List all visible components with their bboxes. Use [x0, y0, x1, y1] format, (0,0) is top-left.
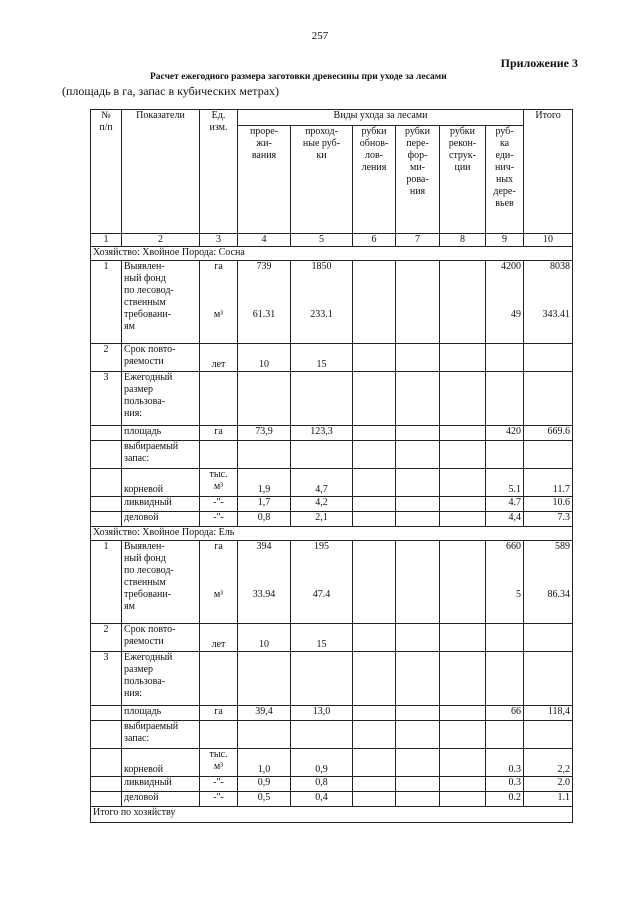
cell-empty — [486, 721, 524, 749]
cell-total: 8038 343.41 — [524, 261, 573, 344]
cell-single: 5.1 — [486, 469, 524, 497]
cell-empty — [200, 441, 238, 469]
cell-empty — [396, 512, 440, 527]
cell-empty — [440, 261, 486, 344]
row-unit: лет — [200, 624, 238, 652]
row-unit: -"- — [200, 512, 238, 527]
row-num: 1 — [91, 261, 122, 344]
row-label: Срок повто- ряемости — [122, 624, 200, 652]
cell-passage: 123,3 — [291, 426, 353, 441]
cell-total: 11.7 — [524, 469, 573, 497]
cell-single: 4200 49 — [486, 261, 524, 344]
row-label: Выявлен- ный фонд по лесовод- ственным требовани- ям — [122, 541, 200, 624]
cell-empty — [396, 721, 440, 749]
cell-empty — [91, 792, 122, 807]
cell-empty — [440, 652, 486, 706]
cell-passage: 2,1 — [291, 512, 353, 527]
cell-thinning: 739 61.31 — [238, 261, 291, 344]
section-pine — [91, 247, 573, 527]
cell-empty — [440, 541, 486, 624]
row-unit: га — [200, 706, 238, 721]
cell-single: 0.3 — [486, 749, 524, 777]
cell-empty — [91, 497, 122, 512]
cell-empty — [353, 441, 396, 469]
cell-empty — [200, 721, 238, 749]
row-num: 2 — [91, 624, 122, 652]
cell-passage: 15 — [291, 624, 353, 652]
cell-empty — [200, 372, 238, 426]
cell-empty — [91, 512, 122, 527]
cell-empty — [91, 441, 122, 469]
cell-passage: 0,8 — [291, 777, 353, 792]
cell-empty — [396, 541, 440, 624]
hdr-recon: рубки рекон- струк- ции — [440, 126, 486, 234]
cell-empty — [353, 512, 396, 527]
document-title: Расчет ежегодного размера заготовки древесины при уходе за лесами — [150, 72, 447, 82]
row-label: ликвидный — [122, 497, 200, 512]
cell-empty — [353, 652, 396, 706]
row-unit: тыс. м³ — [200, 749, 238, 777]
row-label: Срок повто- ряемости — [122, 344, 200, 372]
cell-empty — [238, 441, 291, 469]
cell-empty — [353, 792, 396, 807]
cell-empty — [486, 624, 524, 652]
cell-single: 0.2 — [486, 792, 524, 807]
row-num: 3 — [91, 652, 122, 706]
cell-empty — [486, 344, 524, 372]
cell-empty — [440, 497, 486, 512]
row-unit: га м³ — [200, 261, 238, 344]
cell-empty — [396, 372, 440, 426]
cell-empty — [353, 261, 396, 344]
cell-empty — [353, 497, 396, 512]
hdr-thinning: проре- жи- вания — [238, 126, 291, 234]
cell-empty — [91, 426, 122, 441]
cell-total: 2,2 — [524, 749, 573, 777]
cell-total: 7.3 — [524, 512, 573, 527]
row-num: 2 — [91, 344, 122, 372]
col-num: 8 — [440, 234, 486, 247]
cell-empty — [353, 777, 396, 792]
cell-thinning: 10 — [238, 624, 291, 652]
cell-empty — [91, 706, 122, 721]
cell-empty — [440, 344, 486, 372]
cell-empty — [524, 441, 573, 469]
cell-thinning: 394 33.94 — [238, 541, 291, 624]
cell-empty — [524, 372, 573, 426]
section-label: Хозяйство: Хвойное Порода: Ель — [91, 527, 573, 541]
cell-empty — [291, 372, 353, 426]
cell-empty — [486, 441, 524, 469]
cell-thinning: 0,8 — [238, 512, 291, 527]
cell-empty — [440, 792, 486, 807]
row-label: Ежегодный размер пользова- ния: — [122, 652, 200, 706]
cell-empty — [291, 652, 353, 706]
row-label: выбираемый запас: — [122, 721, 200, 749]
row-num: 1 — [91, 541, 122, 624]
cell-passage: 0,9 — [291, 749, 353, 777]
cell-empty — [353, 344, 396, 372]
cell-empty — [353, 426, 396, 441]
cell-empty — [353, 721, 396, 749]
cell-single: 0.3 — [486, 777, 524, 792]
cell-passage: 195 47.4 — [291, 541, 353, 624]
cell-thinning: 0,5 — [238, 792, 291, 807]
row-unit: га — [200, 426, 238, 441]
hdr-total: Итого — [524, 110, 573, 234]
cell-empty — [91, 749, 122, 777]
cell-empty — [91, 721, 122, 749]
table-footer: Итого по хозяйству — [91, 807, 573, 823]
cell-total: 669.6 — [524, 426, 573, 441]
cell-empty — [291, 721, 353, 749]
page-number: 257 — [311, 30, 329, 42]
cell-empty — [353, 541, 396, 624]
hdr-reform: рубки пере- фор- ми- рова- ния — [396, 126, 440, 234]
cell-passage: 4,7 — [291, 469, 353, 497]
row-label: корневой — [122, 749, 200, 777]
section-spruce — [91, 527, 573, 807]
cell-empty — [238, 652, 291, 706]
cell-passage: 1850 233.1 — [291, 261, 353, 344]
cell-thinning: 39,4 — [238, 706, 291, 721]
cell-total: 118,4 — [524, 706, 573, 721]
cell-empty — [396, 706, 440, 721]
cell-empty — [440, 721, 486, 749]
row-label: выбираемый запас: — [122, 441, 200, 469]
cell-empty — [524, 624, 573, 652]
cell-total: 589 86.34 — [524, 541, 573, 624]
cell-empty — [396, 441, 440, 469]
cell-empty — [91, 777, 122, 792]
cell-passage: 13,0 — [291, 706, 353, 721]
cell-empty — [396, 426, 440, 441]
col-num: 7 — [396, 234, 440, 247]
cell-single: 66 — [486, 706, 524, 721]
cell-empty — [440, 624, 486, 652]
cell-single: 420 — [486, 426, 524, 441]
cell-empty — [440, 469, 486, 497]
row-label: Ежегодный размер пользова- ния: — [122, 372, 200, 426]
cell-empty — [524, 344, 573, 372]
row-label: деловой — [122, 792, 200, 807]
cell-thinning: 1,0 — [238, 749, 291, 777]
cell-empty — [440, 512, 486, 527]
row-label: Выявлен- ный фонд по лесовод- ственным требовани- ям — [122, 261, 200, 344]
hdr-renewal: рубки обнов- лов- ления — [353, 126, 396, 234]
row-label: корневой — [122, 469, 200, 497]
cell-thinning: 1,7 — [238, 497, 291, 512]
row-label: площадь — [122, 706, 200, 721]
col-num: 6 — [353, 234, 396, 247]
row-unit: -"- — [200, 792, 238, 807]
hdr-single: руб- ка еди- нич- ных дере- вьев — [486, 126, 524, 234]
cell-thinning: 73,9 — [238, 426, 291, 441]
cell-empty — [524, 652, 573, 706]
col-num: 1 — [91, 234, 122, 247]
cell-thinning: 10 — [238, 344, 291, 372]
cell-empty — [353, 706, 396, 721]
cell-total: 1.1 — [524, 792, 573, 807]
cell-empty — [396, 497, 440, 512]
cell-empty — [353, 624, 396, 652]
cell-empty — [440, 426, 486, 441]
cell-empty — [440, 777, 486, 792]
cell-thinning: 1,9 — [238, 469, 291, 497]
row-label: деловой — [122, 512, 200, 527]
cell-empty — [238, 721, 291, 749]
cell-passage: 4,2 — [291, 497, 353, 512]
row-unit: -"- — [200, 497, 238, 512]
cell-empty — [524, 721, 573, 749]
cell-single: 4,4 — [486, 512, 524, 527]
cell-single: 4.7 — [486, 497, 524, 512]
cell-empty — [353, 749, 396, 777]
document-subtitle: (площадь в га, запас в кубических метрах) — [62, 84, 280, 98]
col-num: 2 — [122, 234, 200, 247]
cell-empty — [440, 372, 486, 426]
hdr-indicators: Показатели — [122, 110, 200, 234]
row-label: площадь — [122, 426, 200, 441]
cell-empty — [396, 792, 440, 807]
cell-empty — [396, 624, 440, 652]
col-num: 3 — [200, 234, 238, 247]
hdr-passage: проход- ные руб- ки — [291, 126, 353, 234]
col-num: 10 — [524, 234, 573, 247]
cell-empty — [396, 652, 440, 706]
cell-empty — [440, 441, 486, 469]
cell-empty — [353, 372, 396, 426]
col-num: 4 — [238, 234, 291, 247]
cell-total: 10.6 — [524, 497, 573, 512]
cell-empty — [200, 652, 238, 706]
hdr-num: № п/п — [91, 110, 122, 234]
cell-empty — [440, 749, 486, 777]
row-label: ликвидный — [122, 777, 200, 792]
cell-passage: 15 — [291, 344, 353, 372]
cell-total: 2.0 — [524, 777, 573, 792]
section-label: Хозяйство: Хвойное Порода: Сосна — [91, 247, 573, 261]
row-num: 3 — [91, 372, 122, 426]
harvest-table — [90, 109, 573, 823]
row-unit: га м³ — [200, 541, 238, 624]
cell-empty — [291, 441, 353, 469]
row-unit: лет — [200, 344, 238, 372]
appendix-label: Приложение 3 — [500, 56, 578, 70]
col-num: 5 — [291, 234, 353, 247]
cell-empty — [396, 749, 440, 777]
cell-empty — [353, 469, 396, 497]
cell-passage: 0,4 — [291, 792, 353, 807]
cell-empty — [91, 469, 122, 497]
cell-empty — [238, 372, 291, 426]
hdr-kinds: Виды ухода за лесами — [238, 110, 524, 126]
cell-empty — [396, 469, 440, 497]
cell-empty — [486, 652, 524, 706]
cell-empty — [396, 261, 440, 344]
row-unit: -"- — [200, 777, 238, 792]
cell-empty — [396, 344, 440, 372]
cell-empty — [440, 706, 486, 721]
cell-thinning: 0,9 — [238, 777, 291, 792]
col-num: 9 — [486, 234, 524, 247]
row-unit: тыс. м³ — [200, 469, 238, 497]
cell-empty — [396, 777, 440, 792]
cell-single: 660 5 — [486, 541, 524, 624]
hdr-unit: Ед. изм. — [200, 110, 238, 234]
cell-empty — [486, 372, 524, 426]
